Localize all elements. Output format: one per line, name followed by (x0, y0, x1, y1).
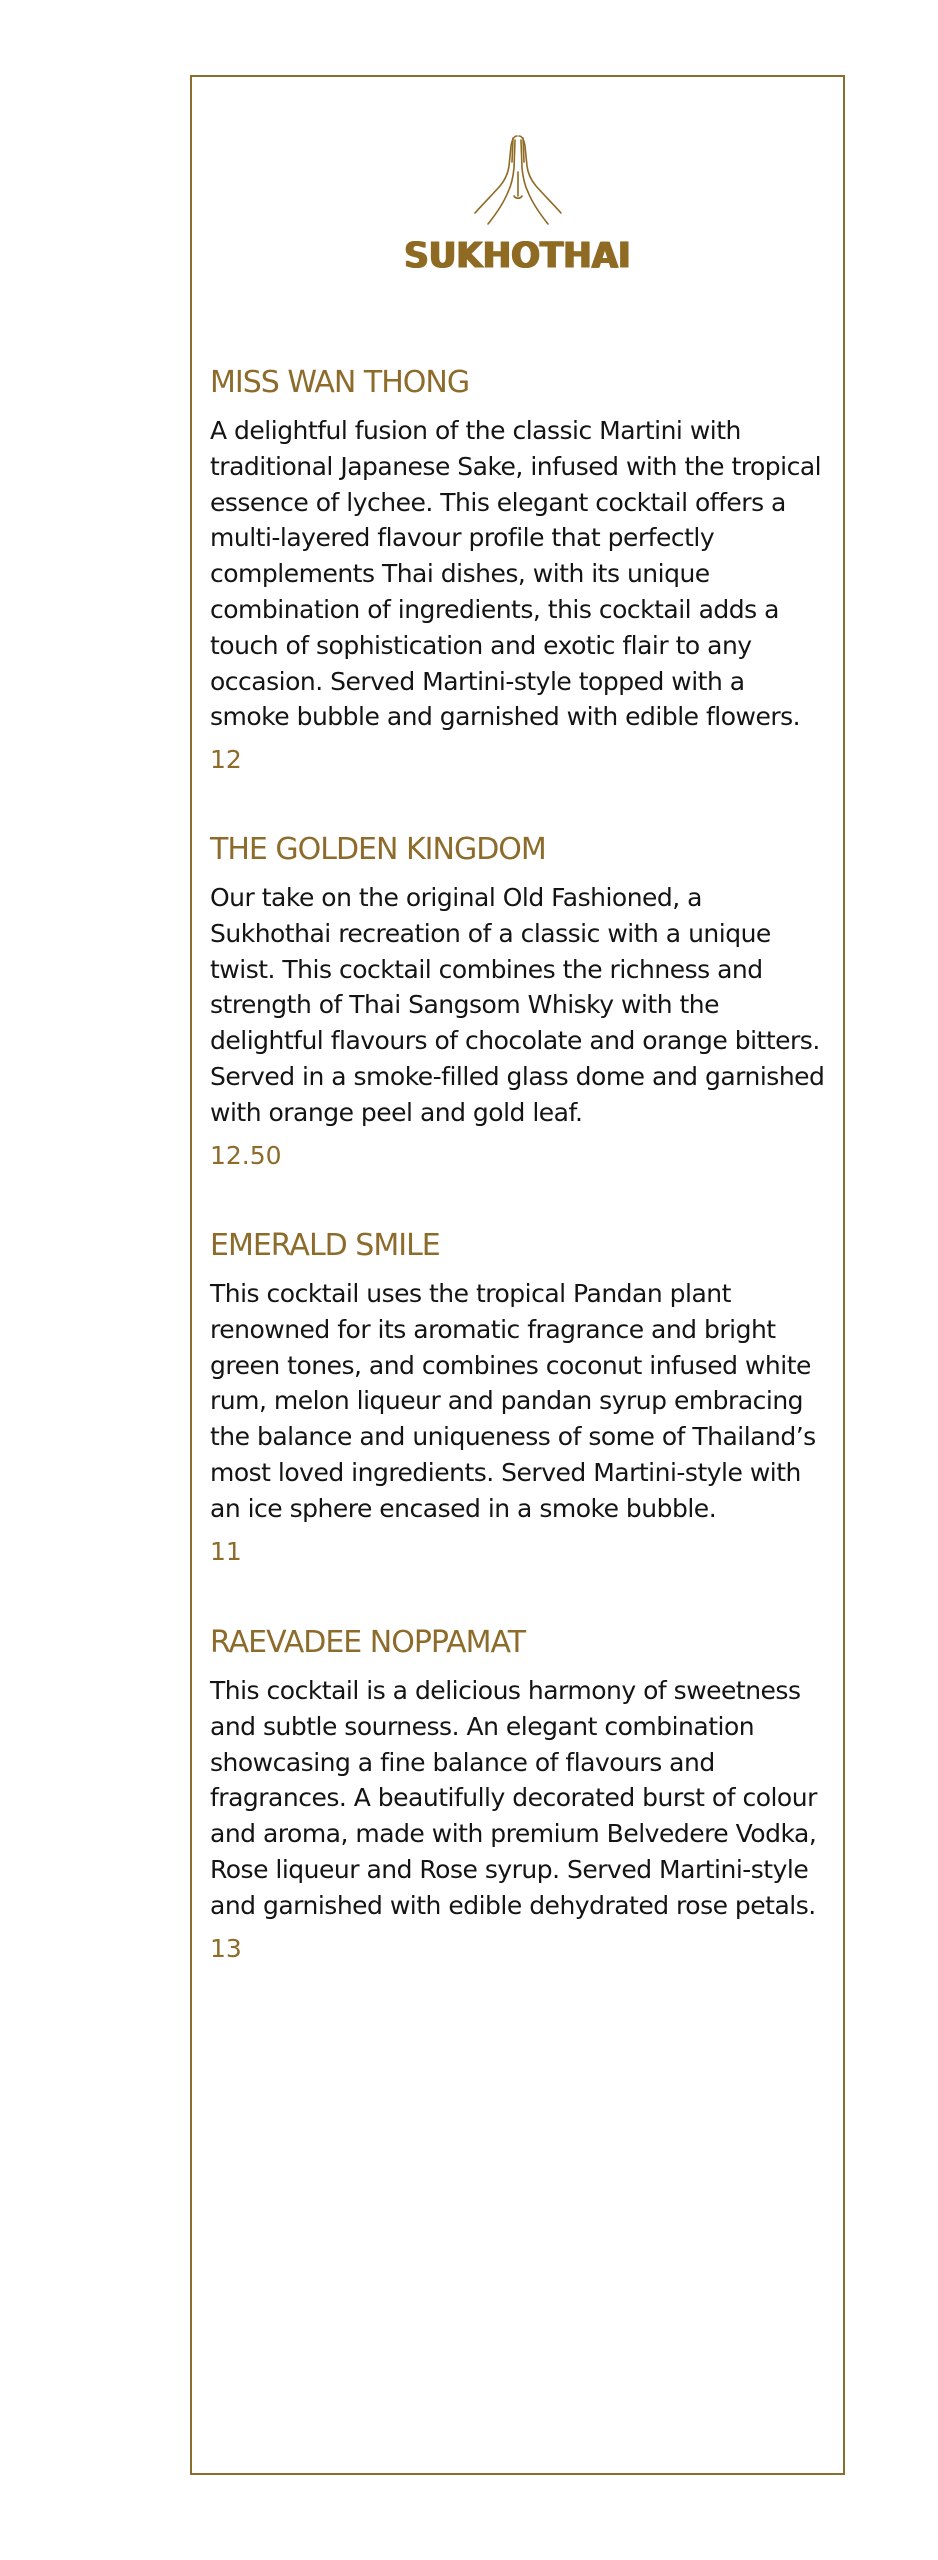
item-title: EMERALD SMILE (210, 1228, 440, 1263)
item-description: A delightful fusion of the classic Martini with traditional Japanese Sake, infused with the tropical essence of lychee. This elegant cocktail offers a multi-layered flavour profile that perfectly complements Thai dishes, with its unique combination of ingredients, this cocktail adds a touch of sophistication and exotic flair to any occasion. Served Martini-style topped with a smoke bubble and garnished with edible flowers. (210, 416, 822, 732)
item-price: 13 (210, 1933, 242, 1963)
menu-card (190, 75, 845, 2475)
item-price: 11 (210, 1536, 242, 1566)
menu-item-emerald-smile (210, 1226, 825, 1569)
praying-hands-icon (468, 132, 568, 234)
menu-item-raevadee-noppamat (210, 1623, 825, 1966)
item-description: This cocktail is a delicious harmony of sweetness and subtle sourness. An elegant combination showcasing a fine balance of flavours and fragrances. A beautifully decorated burst of colour and aroma, made with premium Belvedere Vodka, Rose liqueur and Rose syrup. Served Martini-style and garnished with edible dehydrated rose petals. (210, 1676, 817, 1920)
sukhothai-logo (192, 132, 843, 276)
item-title: MISS WAN THONG (210, 365, 470, 400)
brand-name: SUKHOTHAI (404, 235, 631, 277)
item-title: THE GOLDEN KINGDOM (210, 832, 546, 867)
item-title: RAEVADEE NOPPAMAT (210, 1625, 526, 1660)
item-description: Our take on the original Old Fashioned, a Sukhothai recreation of a classic with a unique twist. This cocktail combines the richness and strength of Thai Sangsom Whisky with the delightful flavours of chocolate and orange bitters. Served in a smoke-filled glass dome and garnished with orange peel and gold leaf. (210, 883, 825, 1127)
item-description: This cocktail uses the tropical Pandan plant renowned for its aromatic fragrance and bright green tones, and combines coconut infused white rum, melon liqueur and pandan syrup embracing the balance and uniqueness of some of Thailand’s most loved ingredients. Served Martini-style with an ice sphere encased in a smoke bubble. (210, 1279, 816, 1523)
item-price: 12 (210, 745, 242, 775)
item-price: 12.50 (210, 1140, 282, 1170)
menu-item-the-golden-kingdom (210, 830, 825, 1173)
menu-item-miss-wan-thong (210, 363, 825, 777)
